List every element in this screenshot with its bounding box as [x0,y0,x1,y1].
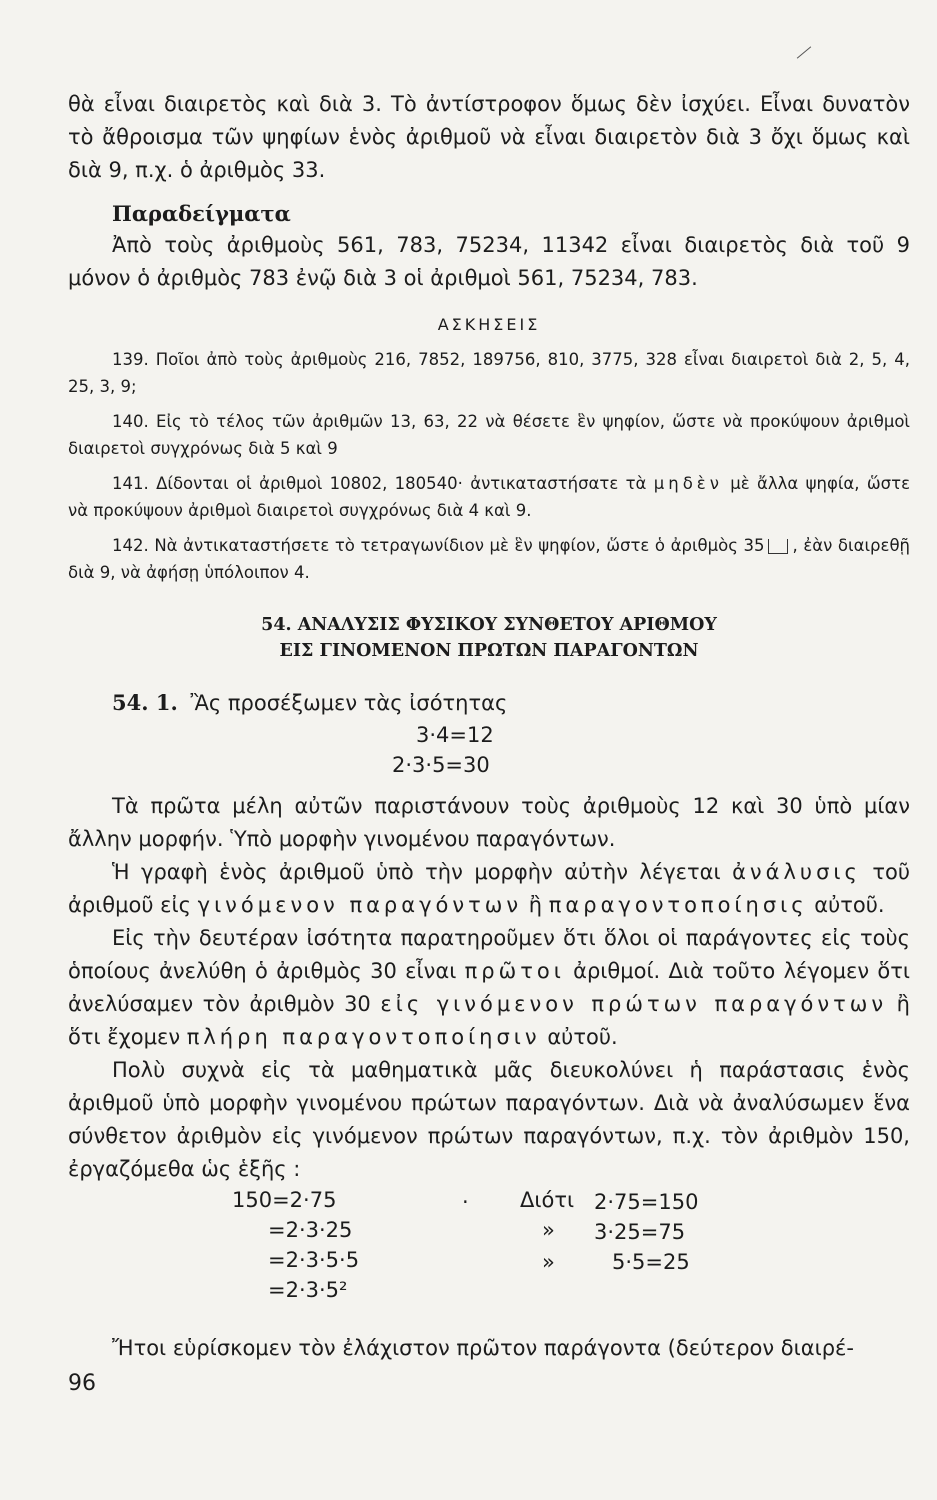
section-title [68,612,910,664]
step-left-4: =2·3·5² [268,1278,348,1302]
intro-paragraph: θὰ εἶναι διαιρετὸς καὶ διὰ 3. Τὸ ἀντίστροφον ὅμως δὲν ἰσχύει. Εἶναι δυνατὸν τὸ ἄθροισμα τῶν ψηφίων ἑνὸς ἀριθμοῦ νὰ εἶναι διαιρετὸν διὰ 3 ὄχι ὅμως καὶ διὰ 9, π.χ. ὁ ἀριθμὸς 33. [68,92,910,182]
exercise-141 [68,470,910,524]
subsection-number: 54. 1. [112,690,178,715]
exercise-142 [68,532,910,586]
subsection-lead-text: Ἂς προσέξωμεν τὰς ἰσότητας [190,691,508,715]
subsection-lead [112,686,910,720]
text-span: ἀριθμοί. Διὰ τοῦτο λέγομεν ὅτι ἀνελύσαμεν τὸν ἀριθμὸν 30 [68,959,910,1016]
section-title-line-1 [68,612,910,638]
exercise-text: Νὰ ἀντικαταστήσετε τὸ τετραγωνίδιον μὲ ἓν ψηφίον, ὥστε ὁ ἀριθμὸς 35 [154,536,765,555]
paragraph-continuation: Ἤτοι εὑρίσκομεν τὸν ἐλάχιστον πρῶτον παράγοντα (δεύτερον διαιρέ- [112,1336,854,1360]
step-right-1: 2·75=150 [594,1190,699,1214]
pen-mark [797,46,811,58]
exercise-text-cont: , ἐὰν διαιρεθῇ διὰ 9, νὰ ἀφήσῃ ὑπόλοιπον 4. [68,536,910,582]
step-right-3: 5·5=25 [612,1250,690,1274]
text-span: αὐτοῦ. [547,1025,618,1049]
emphasis-text: γινόμενον παραγόντων [197,893,523,917]
text-span: ἢ [528,893,543,917]
page-number: 96 [68,1371,96,1396]
exercise-number: 142. [112,536,149,555]
section-number: 54. [261,615,292,635]
exercise-text-cont: μὲ ἄλλα ψηφία, ὥστε νὰ προκύψουν ἀριθμοὶ διαιρετοὶ συγχρόνως διὰ 4 καὶ 9. [68,474,910,520]
section-title-text-1: ΑΝΑΛΥΣΙΣ ΦΥΣΙΚΟΥ ΣΥΝΘΕΤΟΥ ΑΡΙΘΜΟΥ [297,615,717,635]
paragraph-method: Πολὺ συχνὰ εἰς τὰ μαθηματικὰ μᾶς διευκολύνει ἡ παράστασις ἑνὸς ἀριθμοῦ ὑπὸ μορφὴν γινομένου πρώτων παραγόντων. Διὰ νὰ ἀναλύσωμεν ἕνα σύνθετον ἀριθμὸν εἰς γινόμενον πρώτων παραγόντων, π.χ. τὸν ἀριθμὸν 150, ἐργαζόμεθα ὡς ἑξῆς : [68,1058,910,1181]
text-span: Ἡ γραφὴ ἑνὸς ἀριθμοῦ ὑπὸ τὴν μορφὴν αὐτὴν λέγεται [112,860,721,884]
text-span: Εἰς τὴν δευτέραν ἰσότητα παρατηροῦμεν ὅτι ὅλοι οἱ παράγοντες εἰς τοὺς ὁποίους ἀνελύθη ὁ ἀριθμὸς 30 εἶναι [68,926,910,983]
paragraph-primes [68,922,910,1054]
page-content [68,88,910,1365]
exercise-text: Δίδονται οἱ ἀριθμοὶ 10802, 180540· ἀντικαταστήσατε τὰ [156,474,647,493]
step-left-1: 150=2·75 [232,1188,337,1212]
blank-square-icon [768,539,788,554]
equation-2: 2·3·5=30 [392,753,490,777]
exercise-number: 140. [112,412,149,431]
exercise-140 [68,408,910,462]
exercise-139 [68,346,910,400]
exercise-text: Εἰς τὸ τέλος τῶν ἀριθμῶν 13, 63, 22 νὰ θέσετε ἓν ψηφίον, ὥστε νὰ προκύψουν ἀριθμοὶ διαιρετοὶ συγχρόνως διὰ 5 καὶ 9 [68,412,911,458]
examples-heading: Παραδείγματα [112,201,291,226]
emphasis-text: εἰς γινόμενον πρώτων παραγόντων [380,992,888,1016]
text-span: ἢ ὅτι ἔχομεν [68,992,910,1049]
step-right-2: 3·25=75 [594,1220,686,1244]
factorization-table [68,1184,910,1318]
exercises-title: ΑΣΚΗΣΕΙΣ [437,315,541,334]
emphasis-text: ἀνάλυσις [732,860,861,884]
emphasis-text: πρῶτοι [464,959,565,983]
emphasis-text: μηδὲν [653,474,723,493]
examples-paragraph: Ἀπὸ τοὺς ἀριθμοὺς 561, 783, 75234, 11342 εἶναι διαιρετὸς διὰ τοῦ 9 μόνον ὁ ἀριθμὸς 783 ἐνῷ διὰ 3 οἱ ἀριθμοὶ 561, 75234, 783. [68,233,910,290]
exercise-number: 139. [112,350,149,369]
emphasis-text: παραγοντοποίησις [548,893,808,917]
section-title-line-2: ΕΙΣ ΓΙΝΟΜΕΝΟΝ ΠΡΩΤΩΝ ΠΑΡΑΓΟΝΤΩΝ [279,641,699,661]
paragraph-definition [68,856,910,922]
exercise-number: 141. [112,474,149,493]
paragraph-forms: Τὰ πρῶτα μέλη αὐτῶν παριστάνουν τοὺς ἀριθμοὺς 12 καὶ 30 ὑπὸ μίαν ἄλλην μορφήν. Ὑπὸ μορφὴν γινομένου παραγόντων. [68,794,910,851]
step-left-3: =2·3·5·5 [268,1248,360,1272]
step-left-2: =2·3·25 [268,1218,353,1242]
ditto-mark: » [542,1250,555,1274]
ditto-mark: » [542,1218,555,1242]
equation-1: 3·4=12 [416,723,494,747]
separator-dot: . [462,1184,469,1208]
text-span: αὐτοῦ. [814,893,885,917]
emphasis-text: πλήρη παραγοντοποίησιν [186,1025,541,1049]
exercise-text: Ποῖοι ἀπὸ τοὺς ἀριθμοὺς 216, 7852, 189756, 810, 3775, 328 εἶναι διαιρετοὶ διὰ 2, 5, 4, 25, 3, 9; [68,350,910,396]
text-span: τοῦ ἀριθμοῦ εἰς [68,860,910,917]
because-label: Διότι [520,1188,575,1212]
